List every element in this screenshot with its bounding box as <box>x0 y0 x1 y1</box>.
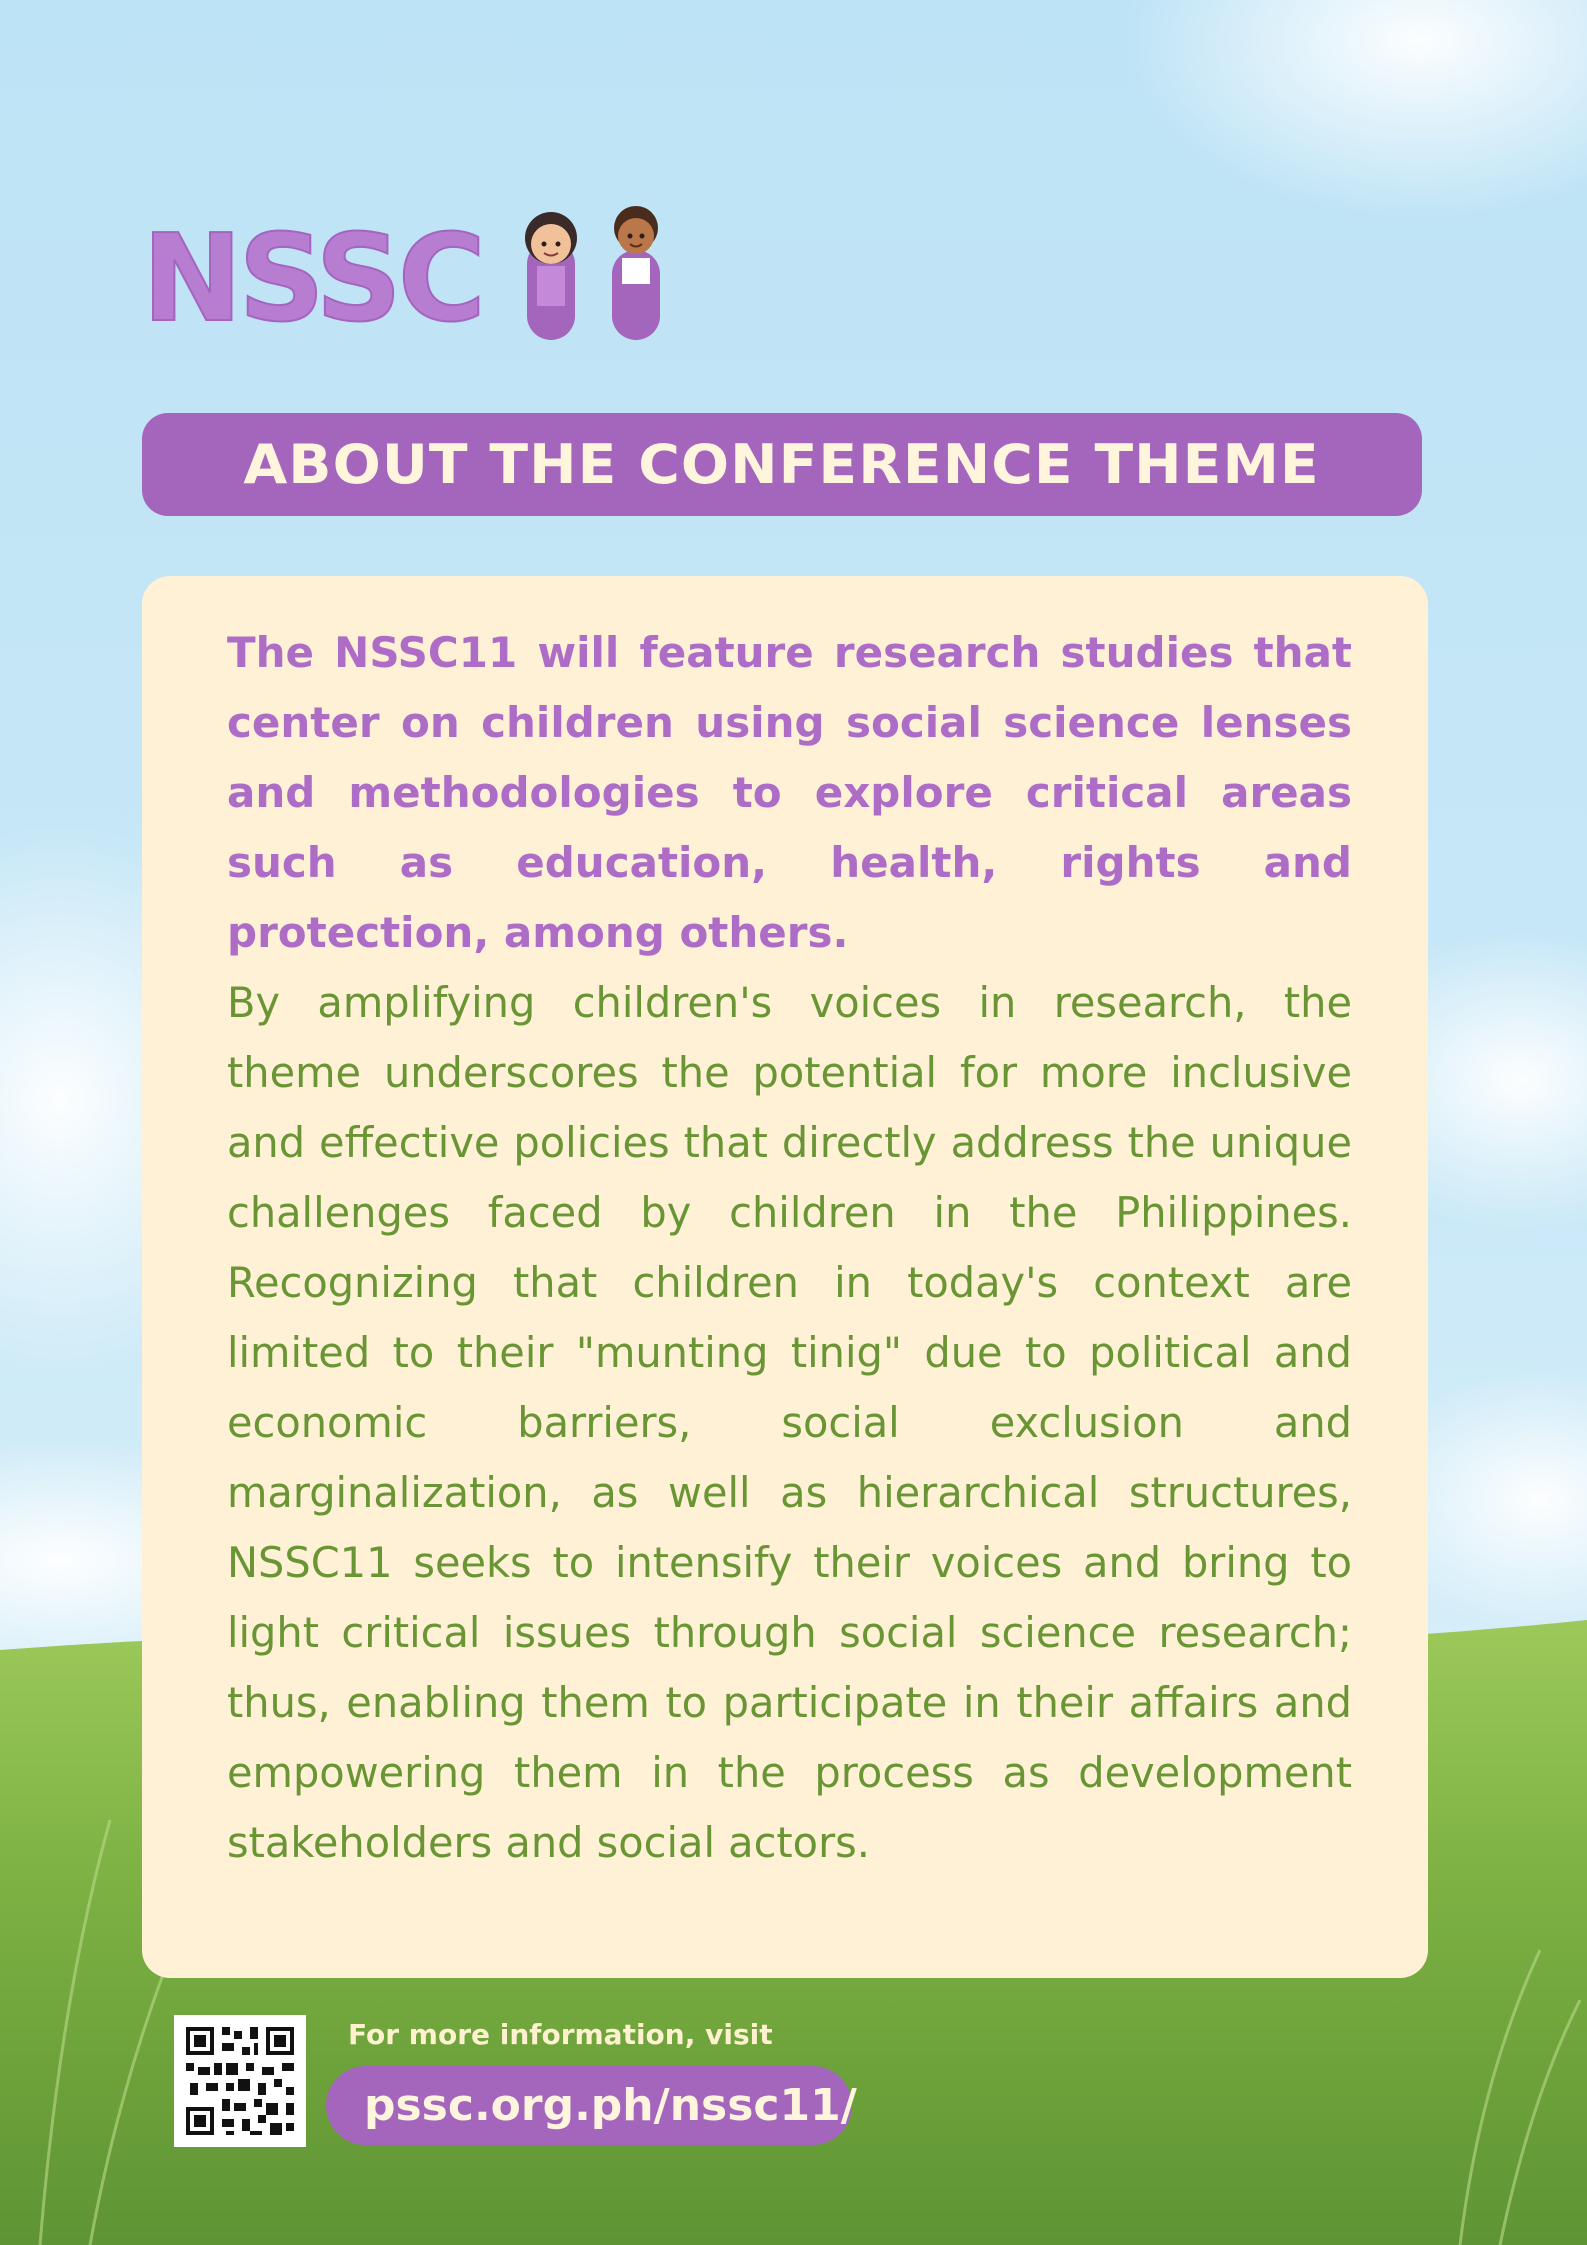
section-banner <box>142 413 1422 516</box>
website-link[interactable] <box>326 2066 857 2145</box>
theme-text-block <box>227 618 1352 1878</box>
boy-character-icon <box>612 206 660 340</box>
girl-character-icon <box>525 212 577 340</box>
website-url[interactable]: pssc.org.ph/nssc11/ <box>364 2080 857 2131</box>
intro-paragraph: The NSSC11 will feature research studies that center on children using social science lenses and methodologies to explore critical areas such as education, health, rights and protection, among others. <box>227 628 1352 957</box>
body-paragraph: By amplifying children's voices in research, the theme underscores the potential for more inclusive and effective policies that directly address the unique challenges faced by children in the Philippines. Recognizing that children in today's context are limited to their "munting tinig" due to political and economic barriers, social exclusion and marginalization, as well as hierarchical structures, NSSC11 seeks to intensify their voices and bring to light critical issues through social science research; thus, enabling them to participate in their affairs and empowering them in the process as development stakeholders and social actors. <box>227 978 1352 1867</box>
section-title: ABOUT THE CONFERENCE THEME <box>243 433 1321 496</box>
more-info-label: For more information, visit <box>348 2018 773 2051</box>
svg-text:NSSC: NSSC <box>142 210 482 340</box>
qr-code-icon[interactable] <box>174 2015 306 2147</box>
theme-description-card <box>142 576 1428 1978</box>
nssc11-logo <box>142 200 682 340</box>
